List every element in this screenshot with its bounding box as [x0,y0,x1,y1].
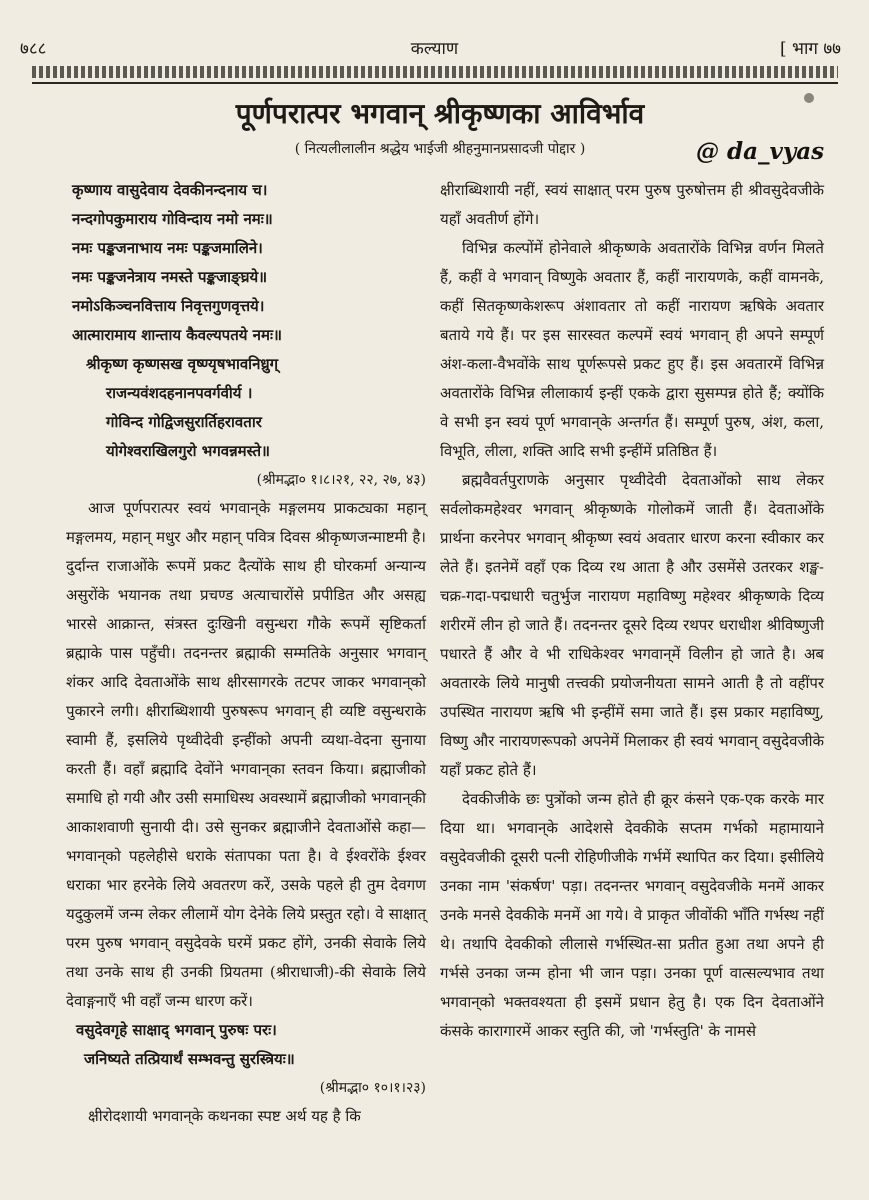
verse-line: कृष्णाय वासुदेवाय देवकीनन्दनाय च। [72,181,268,199]
journal-name: कल्याण [410,39,459,59]
body-paragraph: क्षीरोदशायी भगवान्‌के कथनका स्पष्ट अर्थ यह है कि [88,1107,361,1125]
right-column [440,176,824,1046]
verse-line: नमोऽकिञ्चनवित्ताय निवृत्तगुणवृत्तये। [72,297,265,315]
verse-line: नमः पङ्कजनेत्राय नमस्ते पङ्कजाङ्घ्रये॥ [72,268,268,286]
body-paragraph: क्षीराब्धिशायी नहीं, स्वयं साक्षात् परम पुरुष पुरुषोत्तम ही श्रीवसुदेवजीके यहाँ अवतीर्ण होंगे। [440,181,824,228]
opening-verse [66,176,426,466]
quoted-verse [66,1016,426,1074]
verse-line: नमः पङ्कजनाभाय नमः पङ्कजमालिने। [72,239,263,257]
verse-line: आत्मारामाय शान्ताय कैवल्यपतये नमः॥ [72,326,282,344]
issue-label: [ भाग ७७ [779,39,841,59]
verse-line: नन्दगोपकुमाराय गोविन्दाय नमो नमः॥ [72,210,273,228]
verse-reference: (श्रीमद्भा० १।८।२१, २२, २७, ४३) [256,472,426,488]
left-column [66,176,426,1131]
body-paragraph: आज पूर्णपरात्पर स्वयं भगवान्‌के मङ्गलमय प्राकट्यका महान् मङ्गलमय, महान् मधुर और महान् पवित्र दिवस श्रीकृष्णजन्माष्टमी है। दुर्दान्त राजाओंके रूपमें प्रकट दैत्योंके साथ ही घोरकर्मा अन्यान्य असुरोंके भयानक तथा प्रचण्ड अत्याचारोंसे प्रपीडित और असह्य भारसे आक्रान्त, संत्रस्त दुःखिनी वसुन्धरा गौके रूपमें सृष्टिकर्ता ब्रह्माके पास पहुँची। तदनन्तर ब्रह्माकी सम्मतिके अनुसार भगवान् शंकर आदि देवताओंके साथ क्षीरसागरके तटपर जाकर भगवान्‌को पुकारने लगी। क्षीराब्धिशायी पुरुषरूप भगवान् ही व्यष्टि वसुन्धराके स्वामी हैं, इसलिये पृथ्वीदेवी इन्हींको अपनी व्यथा-वेदना सुनाया करती हैं। वहाँ ब्रह्मादि देवोंने भगवान्‌का स्तवन किया। ब्रह्माजीको समाधि हो गयी और उसी समाधिस्थ अवस्थामें ब्रह्माजीको भगवान्‌की आकाशवाणी सुनायी दी। उसे सुनकर ब्रह्माजीने देवताओंसे कहा—भगवान्‌को पहलेहीसे धराके संतापका पता है। वे ईश्वरोंके ईश्वर धराका भार हरनेके लिये अवतरण करें, उसके पहले ही तुम देवगण यदुकुलमें जन्म लेकर लीलामें योग देनेके लिये प्रस्तुत रहो। वे साक्षात् परम पुरुष भगवान् वसुदेवके घरमें प्रकट होंगे, उनकी सेवाके लिये तथा उनके साथ ही उनकी प्रियतमा (श्रीराधाजी)-की सेवाके लिये देवाङ्गनाएँ भी वहाँ जन्म धारण करें। [66,499,426,1010]
article-title: पूर्णपरात्पर भगवान् श्रीकृष्णका आविर्भाव [235,97,645,130]
article-author: ( नित्यलीलालीन श्रद्धेय भाईजी श्रीहनुमानप्रसादजी पोद्दार ) [294,141,586,157]
verse-line: श्रीकृष्ण कृष्णसख वृष्ण्यृषभावनिध्रुग् [86,355,279,373]
verse-line: योगेश्वराखिलगुरो भगवन्नमस्ते॥ [106,442,270,460]
page-number: ७८८ [20,39,47,59]
verse-line: जनिष्यते तत्प्रियार्थं सम्भवन्तु सुरस्त्रियः॥ [84,1050,295,1068]
body-paragraph: देवकीजीके छः पुत्रोंको जन्म होते ही क्रूर कंसने एक-एक करके मार दिया था। भगवान्‌के आदेशसे देवकीके सप्तम गर्भको महामायाने वसुदेवजीकी दूसरी पत्नी रोहिणीजीके गर्भमें स्थापित कर दिया। इसीलिये उनका नाम 'संकर्षण' पड़ा। तदनन्तर भगवान् वसुदेवजीके मनमें आकर उनके मनसे देवकीके मनमें आ गये। वे प्राकृत जीवोंकी भाँति गर्भस्थ नहीं थे। तथापि देवकीको लीलासे गर्भस्थित-सा प्रतीत हुआ तथा अपने ही गर्भसे उनका जन्म होना भी जान पड़ा। उनका पूर्ण वात्सल्यभाव तथा भगवान्‌को भक्तवश्यता ही इसमें प्रधान हेतु है। एक दिन देवताओंने कंसके कारागारमें आकर स्तुति की, जो 'गर्भस्तुति' के नामसे [440,790,824,1040]
watermark-handle: @ da_vyas [696,138,825,165]
verse-line: गोविन्द गोद्विजसुरार्तिहरावतार [106,413,262,431]
ornament-dot-icon [804,93,814,103]
decorative-border [32,66,838,78]
body-paragraph: विभिन्न कल्पोंमें होनेवाले श्रीकृष्णके अवतारोंके विभिन्न वर्णन मिलते हैं, कहीं वे भगवान् विष्णुके अवतार हैं, कहीं नारायणके, कहीं वामनके, कहीं सितकृष्णकेशरूप अंशावतार तो कहीं नारायण ऋषिके अवतार बताये गये हैं। पर इस सारस्वत कल्पमें स्वयं भगवान् ही अपने सम्पूर्ण अंश-कला-वैभवोंके साथ पूर्णरूपसे प्रकट हुए हैं। इस अवतारमें विभिन्न अवतारोंके विभिन्न लीलाकार्य इन्हीं एकके द्वारा सुसम्पन्न होते हैं; क्योंकि वे सभी इन स्वयं पूर्ण भगवान्‌के अन्तर्गत हैं। सम्पूर्ण पुरुष, अंश, कला, विभूति, लीला, शक्ति आदि सभी इन्हींमें प्रतिष्ठित हैं। [440,239,824,460]
body-paragraph: ब्रह्मवैवर्तपुराणके अनुसार पृथ्वीदेवी देवताओंको साथ लेकर सर्वलोकमहेश्वर भगवान् श्रीकृष्णके गोलोकमें जाती हैं। देवताओंके प्रार्थना करनेपर भगवान् श्रीकृष्ण स्वयं अवतार धारण करना स्वीकार कर लेते हैं। इतनेमें वहाँ एक दिव्य रथ आता है और उसमेंसे उतरकर शङ्ख-चक्र-गदा-पद्मधारी चतुर्भुज नारायण महाविष्णु महेश्वर श्रीकृष्णके दिव्य शरीरमें लीन हो जाते हैं। तदनन्तर दूसरे दिव्य रथपर धराधीश श्रीविष्णुजी पधारते हैं और वे भी राधिकेश्वर भगवान्‌में विलीन हो जाते है। अब अवतारके लिये मानुषी तत्त्वकी प्रयोजनीयता सामने आती है तो वहींपर उपस्थित नारायण ऋषि भी इन्हींमें समा जाते हैं। इस प्रकार महाविष्णु, विष्णु और नारायणरूपको अपनेमें मिलाकर ही स्वयं भगवान् वसुदेवजीके यहाँ प्रकट होते हैं। [440,471,824,779]
verse-line: वसुदेवगृहे साक्षाद् भगवान् पुरुषः परः। [76,1021,277,1039]
verse-reference: (श्रीमद्भा० १०।१।२३) [319,1080,426,1096]
verse-line: राजन्यवंशदहनानपवर्गवीर्य । [106,384,253,402]
header-divider [32,82,838,84]
